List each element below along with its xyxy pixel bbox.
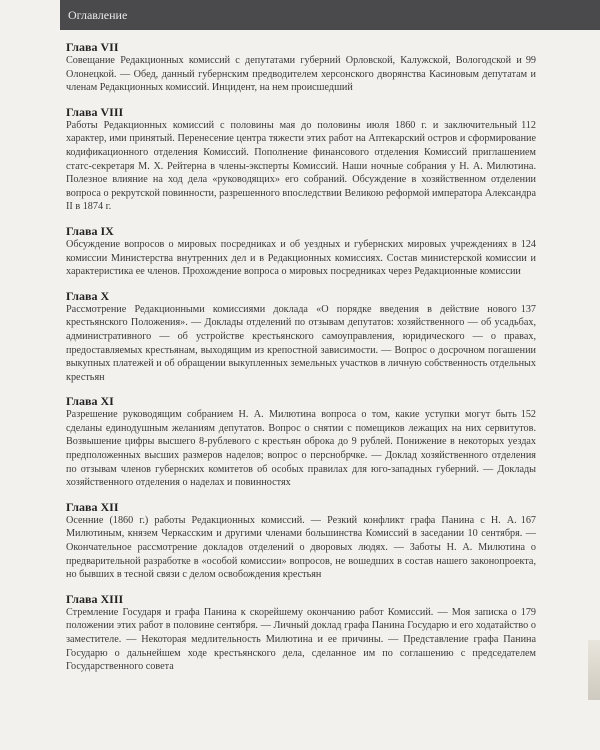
chapter-description — [66, 606, 536, 674]
chapter-title: Глава XIII — [66, 591, 124, 606]
chapter-page-number: 99 — [525, 55, 536, 66]
chapter-title: Глава XII — [66, 499, 119, 514]
chapter-entry — [66, 40, 536, 95]
chapter-title: Глава X — [66, 288, 110, 303]
chapter-title: Глава VII — [66, 40, 119, 54]
chapter-description — [66, 119, 536, 214]
chapter-page-number: 124 — [520, 238, 536, 250]
chapter-page-number: 112 — [521, 119, 536, 131]
chapter-title: Глава VIII — [66, 104, 124, 119]
chapter-title: Глава XI — [66, 394, 114, 409]
chapter-page-number: 167 — [520, 514, 536, 526]
page-edge-mark — [588, 640, 600, 700]
table-of-contents — [66, 40, 536, 684]
chapter-description — [66, 303, 536, 385]
chapter-title: Глава IX — [66, 223, 114, 238]
chapter-entry — [66, 105, 536, 214]
chapter-page-number: 152 — [520, 409, 536, 421]
chapter-summary: Обсуждение вопросов о мировых посредниках и об уездных и губернских мировых учреждениях в комиссии Министерства внутренних дел и в Редакционных комиссиях. Состав министерской комиссии и характеристика ее членов. Прохождение вопроса о мировых посредниках через Редакционные комиссии — [66, 238, 536, 278]
chapter-entry — [66, 500, 536, 582]
chapter-summary: Работы Редакционных комиссий с половины мая до половины июля 1860 г. и заключительный характер, ими принятый. Перенесение центра тяжести этих работ на Аптекарский остров и сформирование кодификационного отделения Комиссий. Пополнение финансового отделения Комиссий приглашением статс-секретаря М. Х. Рейтерна в члены-эксперты Комиссий. Наши ночные собрания у Н. А. Милютина. Полезное влияние на ход дела «руководящих» его собраний. Обсуждение в хозяйственном отделении вопроса о рекрутской повинности, разрешенного впоследствии Великою реформой императора Александра II в 1874 г. — [66, 119, 536, 213]
chapter-summary: Осенние (1860 г.) работы Редакционных комиссий. — Резкий конфликт графа Панина с Н. А. Милютиным, князем Черкасским и другими членами большинства Комиссий в заседании 10 сентября. — Окончательное рассмотрение докладов отделений о дворовых людях. — Заботы Н. А. Милютина о предварительной разработке в «особой комиссии» вопросов, не вошедших в состав нашего законопроекта, но бывших в тесной связи с делом освобождения крестьян — [66, 514, 536, 581]
header-bar — [60, 0, 600, 30]
chapter-description — [66, 514, 536, 582]
chapter-description — [66, 54, 536, 95]
chapter-entry — [66, 592, 536, 674]
chapter-page-number: 179 — [520, 606, 536, 618]
chapter-summary: Стремление Государя и графа Панина к скорейшему окончанию работ Комиссий. — Моя записка о положении этих работ в половине сентября. — Личный доклад графа Панина Государю и его ходатайство о заместителе. — Некоторая медлительность Милютина и ее причины. — Представление графа Панина Государю о дальнейшем ходе крестьянского дела, сделанное им по соглашению с председателем Государственного совета — [66, 606, 536, 673]
chapter-summary: Разрешение руководящим собранием Н. А. Милютина вопроса о том, какие уступки могут быть сделаны единодушным желаниям депутатов. Вопрос о снятии с помещиков лежащих на них сервитутов. Возвышение цифры высшего 8-рублевого с крестьян оброка до 9 рублей. Понижение в некоторых уездах предположенных высших размеров наделов; вопрос о перснобрчке. — Доклад хозяйственного отделения по отзывам членов губернских комитетов об особых правилах для юго-западных губерний. — Доклады хозяйственного отделения о наделах и повинностях — [66, 409, 536, 489]
chapter-entry — [66, 224, 536, 279]
chapter-entry — [66, 394, 536, 490]
chapter-entry — [66, 289, 536, 385]
chapter-summary: Рассмотрение Редакционными комиссиями доклада «О порядке введения в действие нового крестьянского Положения». — Доклады отделений по отзывам депутатов: хозяйственного — об усадьбах, административного — об устройстве крестьянского самоуправления, юридического — о правах, предоставляемых крестьянам, выходящим из крепостной зависимости. — Вопрос о досрочном погашении выкупных платежей и об обращении выкупленных земельных участков в личную собственность отдельных крестьян — [66, 303, 536, 383]
chapter-page-number: 137 — [520, 303, 536, 315]
page-title: Оглавление — [68, 8, 128, 22]
chapter-description — [66, 238, 536, 279]
chapter-summary: Совещание Редакционных комиссий с депутатами губерний Орловской, Калужской, Вологодской и Олонецкой. — Обед, данный губернским предводителем херсонского дворянства Касиновым депутатам и членам Редакционных комиссий. Инцидент, на нем происшедший — [66, 55, 536, 94]
chapter-description — [66, 408, 536, 490]
